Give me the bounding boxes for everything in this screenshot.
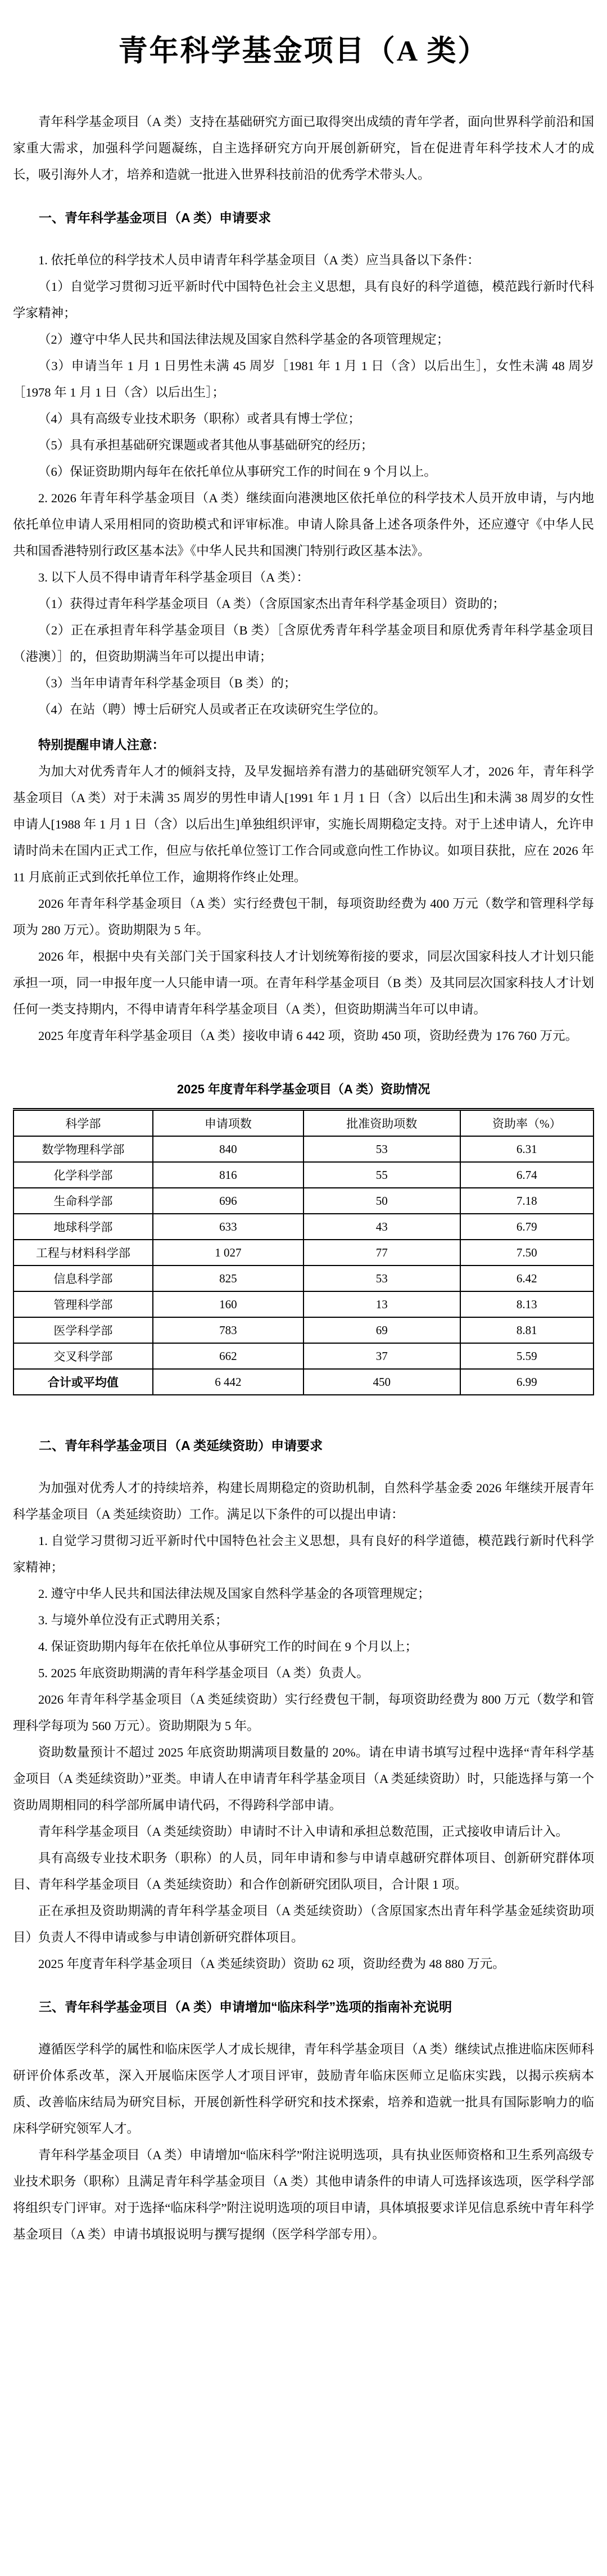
table-cell: 37 — [304, 1343, 460, 1369]
col-header-applications: 申请项数 — [153, 1110, 304, 1137]
funding-table — [13, 1108, 594, 1395]
s1-item-1-3: （3）申请当年 1 月 1 日男性未满 45 周岁［1981 年 1 月 1 日（含）以后出生］，女性未满 48 周岁［1978 年 1 月 1 日（含）以后出生］； — [13, 359, 594, 399]
table-cell: 816 — [153, 1162, 304, 1188]
table-cell: 医学科学部 — [13, 1317, 153, 1343]
s2-item-1: 1. 自觉学习贯彻习近平新时代中国特色社会主义思想，具有良好的科学道德，模范践行新时代科学家精神； — [13, 1534, 594, 1574]
section-1-heading: 一、青年科学基金项目（A 类）申请要求 — [39, 210, 271, 225]
table-cell: 77 — [304, 1240, 460, 1266]
s1-note-para-1: 为加大对优秀青年人才的倾斜支持，及早发掘培养有潜力的基础研究领军人才，2026 年，青年科学基金项目（A 类）对于未满 35 周岁的男性申请人[1991 年 1 月 1 日（含）以后出生]和未满 38 周岁的女性申请人[1988 年 1 月 1 日（含）以后出生]单独组织评审，实施长周期稳定支持。对于上述申请人，允许申请时尚未在国内正式工作，但应与依托单位签订工作合同或意向性工作协议。如项目获批，应在 2026 年 11 月底前正式到依托单位工作，逾期将作终止处理。 — [13, 764, 594, 884]
special-note-heading: 特别提醒申请人注意： — [38, 738, 165, 752]
table-cell: 7.50 — [460, 1240, 594, 1266]
s1-item-1-4: （4）具有高级专业技术职务（职称）或者具有博士学位； — [38, 412, 361, 426]
s3-para-2: 青年科学基金项目（A 类）申请增加“临床科学”附注说明选项，具有执业医师资格和卫生系列高级专业技术职务（职称）且满足青年科学基金项目（A 类）其他申请条件的申请人可选择该选项，医学科学部将组织专门评审。对于选择“临床科学”附注说明选项的项目申请，具体填报要求详见信息系统中青年科学基金项目（A 类）申请书填报说明与撰写提纲（医学科学部专用）。 — [13, 2148, 594, 2241]
s3-para-1: 遵循医学科学的属性和临床医学人才成长规律，青年科学基金项目（A 类）继续试点推进临床医师科研评价体系改革，深入开展临床医学人才项目评审，鼓励青年临床医师立足临床实践，以揭示疾病本质、改善临床结局为研究目标，开展创新性科学研究和技术探索，培养和造就一批具有国际影响力的临床科学研究领军人才。 — [13, 2042, 594, 2136]
table-cell: 生命科学部 — [13, 1188, 153, 1214]
table-cell: 6.74 — [460, 1162, 594, 1188]
s1-item-1-6: （6）保证资助期内每年在依托单位从事研究工作的时间在 9 个月以上。 — [38, 465, 437, 479]
table-row — [13, 1162, 594, 1188]
s2-item-3: 3. 与境外单位没有正式聘用关系； — [38, 1613, 228, 1627]
spacer — [13, 1401, 594, 1416]
table-cell: 43 — [304, 1214, 460, 1240]
table-cell: 5.59 — [460, 1343, 594, 1369]
table-row — [13, 1240, 594, 1266]
table-cell: 管理科学部 — [13, 1291, 153, 1317]
table-cell: 783 — [153, 1317, 304, 1343]
table-cell: 825 — [153, 1266, 304, 1291]
s1-note-para-2: 2026 年青年科学基金项目（A 类）实行经费包干制，每项资助经费为 400 万元（数学和管理科学每项为 280 万元）。资助期限为 5 年。 — [13, 897, 594, 937]
section-3-heading: 三、青年科学基金项目（A 类）申请增加“临床科学”选项的指南补充说明 — [39, 1999, 452, 2014]
table-cell: 6 442 — [153, 1369, 304, 1395]
table-cell: 53 — [304, 1266, 460, 1291]
s2-item-5: 5. 2025 年底资助期满的青年科学基金项目（A 类）负责人。 — [38, 1666, 369, 1680]
table-cell: 53 — [304, 1136, 460, 1162]
s2-para-2: 2026 年青年科学基金项目（A 类延续资助）实行经费包干制，每项资助经费为 800 万元（数学和管理科学每项为 560 万元）。资助期限为 5 年。 — [13, 1692, 594, 1733]
s1-note-para-3: 2026 年，根据中央有关部门关于国家科技人才计划统筹衔接的要求，同层次国家科技人才计划只能承担一项，同一申报年度一人只能申请一项。在青年科学基金项目（B 类）及其同层次国家科技人才计划任何一类支持期内，不得申请青年科学基金项目（A 类），但资助期满当年可以申请。 — [13, 949, 594, 1016]
table-cell: 数学物理科学部 — [13, 1136, 153, 1162]
intro-paragraph: 青年科学基金项目（A 类）支持在基础研究方面已取得突出成绩的青年学者，面向世界科学前沿和国家重大需求，加强科学问题凝练，自主选择研究方向开展创新研究，旨在促进青年科学技术人才的成长，吸引海外人才，培养和造就一批进入世界科技前沿的优秀学术带头人。 — [13, 115, 594, 182]
s2-item-4: 4. 保证资助期内每年在依托单位从事研究工作的时间在 9 个月以上； — [38, 1640, 418, 1654]
table-cell: 50 — [304, 1188, 460, 1214]
table-cell: 6.42 — [460, 1266, 594, 1291]
table-row — [13, 1291, 594, 1317]
col-header-department: 科学部 — [13, 1110, 153, 1137]
s2-para-1: 为加强对优秀人才的持续培养，构建长周期稳定的资助机制，自然科学基金委 2026 年继续开展青年科学基金项目（A 类延续资助）工作。满足以下条件的可以提出申请： — [13, 1481, 594, 1521]
table-cell: 工程与材料科学部 — [13, 1240, 153, 1266]
table-cell: 696 — [153, 1188, 304, 1214]
table-cell: 地球科学部 — [13, 1214, 153, 1240]
table-cell: 交叉科学部 — [13, 1343, 153, 1369]
table-row — [13, 1214, 594, 1240]
s1-item-1-1: （1）自觉学习贯彻习近平新时代中国特色社会主义思想，具有良好的科学道德，模范践行新时代科学家精神； — [13, 280, 594, 320]
table-cell: 7.18 — [460, 1188, 594, 1214]
s1-item-1-5: （5）具有承担基础研究课题或者其他从事基础研究的经历； — [38, 438, 374, 452]
table-cell: 69 — [304, 1317, 460, 1343]
s2-para-7: 2025 年度青年科学基金项目（A 类延续资助）资助 62 项，资助经费为 48 880 万元。 — [38, 1957, 505, 1971]
table-cell: 662 — [153, 1343, 304, 1369]
table-header-row — [13, 1110, 594, 1137]
table-cell: 信息科学部 — [13, 1266, 153, 1291]
table-row — [13, 1266, 594, 1291]
table-cell: 55 — [304, 1162, 460, 1188]
table-cell: 633 — [153, 1214, 304, 1240]
s1-item-3-2: （2）正在承担青年科学基金项目（B 类）［含原优秀青年科学基金项目和原优秀青年科学基金项目（港澳）］的，但资助期满当年可以提出申请； — [13, 623, 594, 664]
table-cell: 1 027 — [153, 1240, 304, 1266]
col-header-approved: 批准资助项数 — [304, 1110, 460, 1137]
table-title: 2025 年度青年科学基金项目（A 类）资助情况 — [176, 1082, 431, 1096]
table-row — [13, 1343, 594, 1369]
s1-item-3-1: （1）获得过青年科学基金项目（A 类）（含原国家杰出青年科学基金项目）资助的； — [38, 597, 505, 611]
table-row — [13, 1188, 594, 1214]
s2-para-6: 正在承担及资助期满的青年科学基金项目（A 类延续资助）（含原国家杰出青年科学基金延续资助项目）负责人不得申请或参与申请创新研究群体项目。 — [13, 1904, 594, 1944]
table-cell: 6.99 — [460, 1369, 594, 1395]
table-row — [13, 1136, 594, 1162]
col-header-rate: 资助率（%） — [460, 1110, 594, 1137]
table-cell: 13 — [304, 1291, 460, 1317]
s1-item-2: 2. 2026 年青年科学基金项目（A 类）继续面向港澳地区依托单位的科学技术人员开放申请，与内地依托单位申请人采用相同的资助模式和评审标准。申请人除具备上述各项条件外，还应遵守《中华人民共和国香港特别行政区基本法》《中华人民共和国澳门特别行政区基本法》。 — [13, 491, 594, 558]
s1-item-3-4: （4）在站（聘）博士后研究人员或者正在攻读研究生学位的。 — [38, 702, 386, 717]
s1-item-3: 3. 以下人员不得申请青年科学基金项目（A 类）： — [38, 570, 309, 584]
table-cell: 6.31 — [460, 1136, 594, 1162]
table-row — [13, 1317, 594, 1343]
s2-para-4: 青年科学基金项目（A 类延续资助）申请时不计入申请和承担总数范围，正式接收申请后计入。 — [38, 1825, 569, 1839]
table-cell: 840 — [153, 1136, 304, 1162]
document-title: 青年科学基金项目（A 类） — [118, 35, 489, 67]
s2-item-2: 2. 遵守中华人民共和国法律法规及国家自然科学基金的各项管理规定； — [38, 1587, 431, 1601]
s1-item-1: 1. 依托单位的科学技术人员申请青年科学基金项目（A 类）应当具备以下条件： — [38, 253, 480, 267]
s1-item-1-2: （2）遵守中华人民共和国法律法规及国家自然科学基金的各项管理规定； — [38, 332, 450, 346]
table-cell: 8.81 — [460, 1317, 594, 1343]
s1-note-para-4: 2025 年度青年科学基金项目（A 类）接收申请 6 442 项，资助 450 项，资助经费为 176 760 万元。 — [38, 1029, 578, 1043]
table-cell: 450 — [304, 1369, 460, 1395]
section-2-heading: 二、青年科学基金项目（A 类延续资助）申请要求 — [39, 1438, 323, 1453]
table-cell: 化学科学部 — [13, 1162, 153, 1188]
s1-item-3-3: （3）当年申请青年科学基金项目（B 类）的； — [38, 676, 297, 690]
table-total-row — [13, 1369, 594, 1395]
s2-para-3: 资助数量预计不超过 2025 年底资助期满项目数量的 20%。请在申请书填写过程中选择“青年科学基金项目（A 类延续资助）”亚类。申请人在申请青年科学基金项目（A 类延续资助）时，只能选择与第一个资助周期相同的科学部所属申请代码，不得跨科学部申请。 — [13, 1745, 594, 1812]
s2-para-5: 具有高级专业技术职务（职称）的人员，同年申请和参与申请卓越研究群体项目、创新研究群体项目、青年科学基金项目（A 类延续资助）和合作创新研究团队项目，合计限 1 项。 — [13, 1851, 594, 1892]
table-cell: 160 — [153, 1291, 304, 1317]
table-cell: 8.13 — [460, 1291, 594, 1317]
table-cell-total-label: 合计或平均值 — [13, 1369, 153, 1395]
table-cell: 6.79 — [460, 1214, 594, 1240]
